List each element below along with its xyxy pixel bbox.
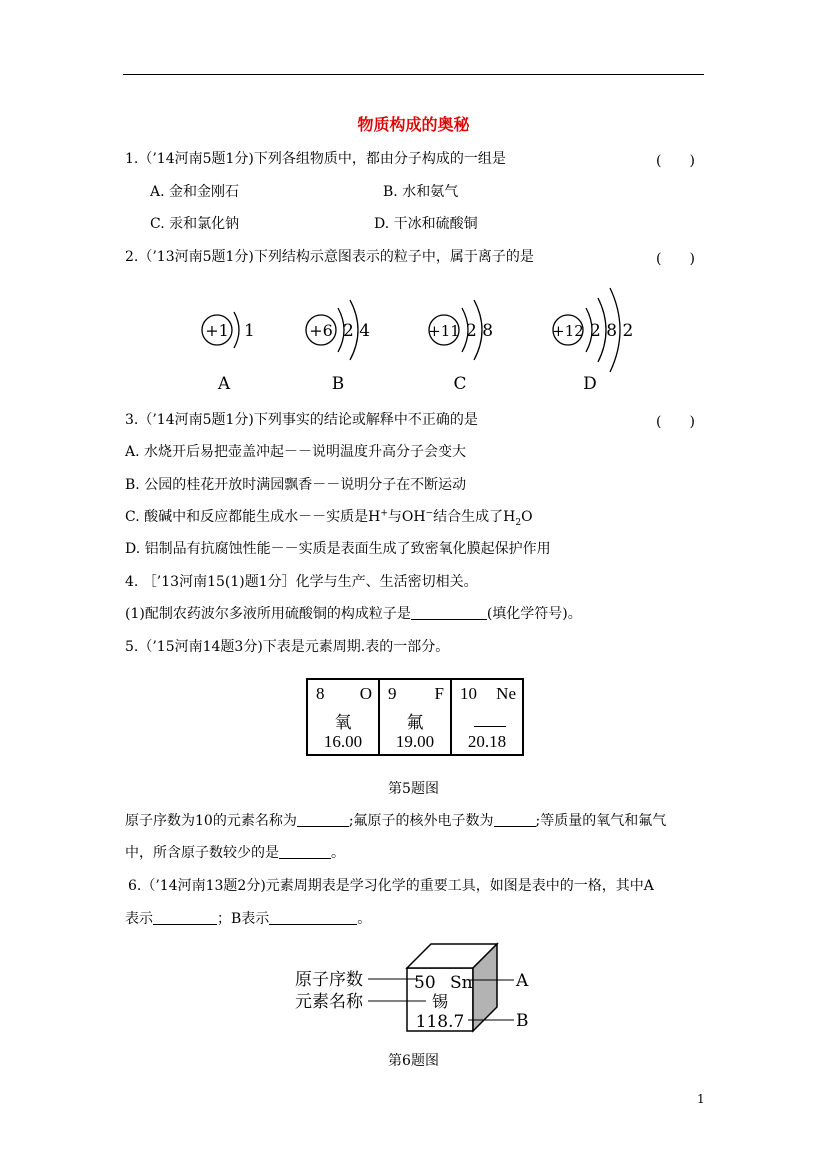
label-atomic-number: 原子序数 <box>295 970 363 990</box>
diagram-b-label: B <box>331 374 345 394</box>
element-cell-diagram <box>290 938 540 1038</box>
q1-option-d: D. 干冰和硫酸铜 <box>374 216 478 232</box>
q5-blank-1[interactable] <box>297 812 349 827</box>
q5-stem: 5.（’15河南14题3分)下表是元素周期.表的一部分。 <box>125 639 450 655</box>
q6-blank-b[interactable] <box>269 910 357 925</box>
q3-option-c: C. 酸碱中和反应都能生成水－－实质是H+与OH−结合生成了$H_2O$ <box>125 508 533 528</box>
q4-subquestion: (1)配制农药波尔多液所用硫酸铜的构成粒子是 (填化学符号)。 <box>125 606 582 622</box>
q5-text-line2: 中，所含原子数较少的是 。 <box>125 845 345 861</box>
q3-option-d: D. 铝制品有抗腐蚀性能－－实质是表面生成了致密氧化膜起保护作用 <box>125 541 551 557</box>
diagram-c-electrons: 2 8 <box>466 321 494 341</box>
q3-answer-paren: ( ) <box>656 414 695 430</box>
q3-option-b: B. 公园的桂花开放时满园飘香－－说明分子在不断运动 <box>125 477 467 493</box>
diagram-d-nucleus: +12 <box>552 322 584 340</box>
label-a: A <box>516 971 529 991</box>
q5-blank-2[interactable] <box>494 812 536 827</box>
q2-answer-paren: ( ) <box>656 251 695 267</box>
page-title: 物质构成的奥秘 <box>357 115 470 134</box>
diagram-a-electrons: 1 <box>244 321 255 341</box>
diagram-d <box>552 288 633 394</box>
cell-atomic-mass: 118.7 <box>415 1012 465 1032</box>
q1-answer-paren: ( ) <box>656 153 695 169</box>
diagram-c-label: C <box>453 374 467 394</box>
page-number: 1 <box>697 1092 705 1106</box>
diagram-b-electrons: 2 4 <box>343 321 371 341</box>
cell-element-name: 锡 <box>431 992 449 1011</box>
periodic-table-fragment <box>306 678 524 756</box>
header-rule <box>123 74 704 75</box>
element-cell-fluorine: 9 F 氟 19.00 <box>379 679 451 755</box>
q5-blank-3[interactable] <box>279 844 331 859</box>
diagram-b <box>306 300 370 394</box>
q4-stem: 4. ［’13河南15(1)题1分］化学与生产、生活密切相关。 <box>125 574 478 590</box>
atomic-structure-diagrams <box>180 280 660 400</box>
q1-option-a: A. 金和金刚石 <box>150 184 240 200</box>
diagram-c <box>428 300 493 394</box>
label-b: B <box>516 1011 529 1031</box>
q5-caption: 第5题图 <box>388 781 439 797</box>
diagram-c-nucleus: +11 <box>428 322 460 340</box>
q5-text-line1: 原子序数为10的元素名称为 ;氟原子的核外电子数为 ;等质量的氧气和氟气 <box>125 813 667 829</box>
neon-name-blank <box>474 726 506 727</box>
diagram-d-label: D <box>583 374 597 394</box>
q3-option-a: A. 水烧开后易把壶盖冲起－－说明温度升高分子会变大 <box>125 444 467 460</box>
q6-stem-line2: 表示 ；B表示 。 <box>125 911 372 927</box>
diagram-a-nucleus: +1 <box>205 321 229 340</box>
diagram-b-nucleus: +6 <box>309 321 333 340</box>
q6-caption: 第6题图 <box>388 1053 439 1069</box>
element-cell-oxygen: 8 O 氧 16.00 <box>307 679 379 755</box>
cell-atomic-number: 50 <box>414 973 436 993</box>
diagram-a <box>202 312 255 394</box>
q4-answer-blank[interactable] <box>411 605 487 620</box>
diagram-d-electrons: 2 8 2 <box>590 321 634 341</box>
q6-blank-a[interactable] <box>153 910 217 925</box>
label-element-name: 元素名称 <box>295 992 363 1012</box>
q6-stem: 6.（’14河南13题2分)元素周期表是学习化学的重要工具，如图是表中的一格，其中A <box>128 878 654 894</box>
q1-option-b: B. 水和氨气 <box>383 184 459 200</box>
diagram-a-label: A <box>217 374 231 394</box>
cell-symbol: Sn <box>450 973 473 993</box>
q1-option-c: C. 汞和氯化钠 <box>150 216 240 232</box>
element-cell-neon: 10 Ne 20.18 <box>451 679 523 755</box>
q2-stem: 2.（’13河南5题1分)下列结构示意图表示的粒子中，属于离子的是 <box>125 249 534 265</box>
q3-stem: 3.（’14河南5题1分)下列事实的结论或解释中不正确的是 <box>125 412 478 428</box>
q1-stem: 1.（’14河南5题1分)下列各组物质中，都由分子构成的一组是 <box>125 151 506 167</box>
